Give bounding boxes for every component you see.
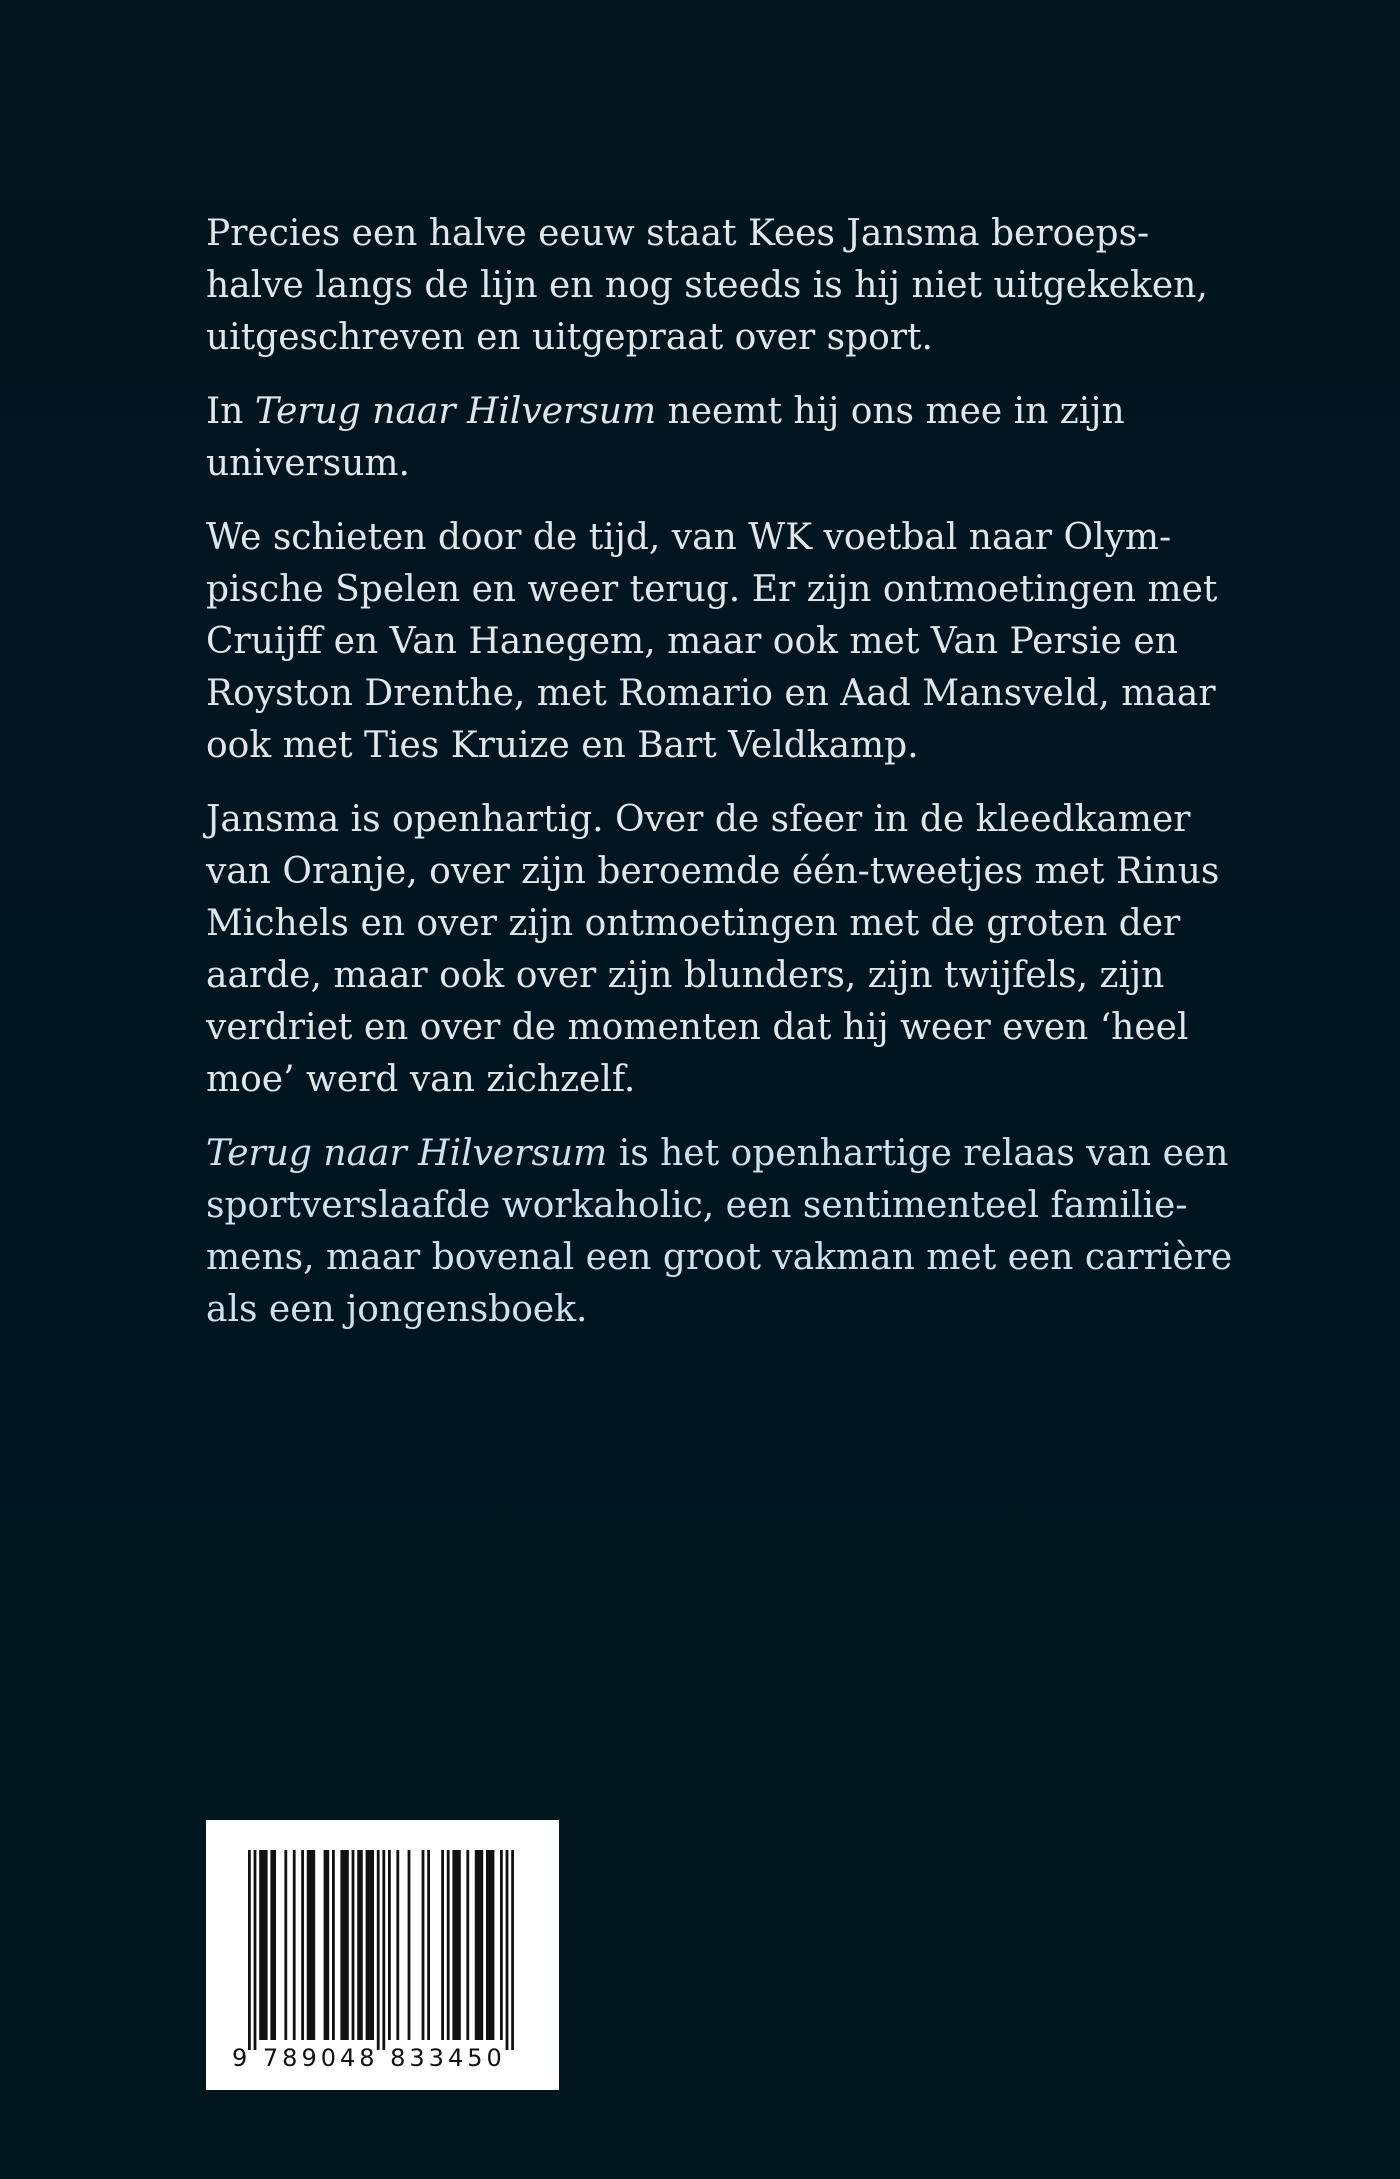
text-line: van Oranje, over zijn beroemde één-tweetjes met Rinus <box>206 851 1220 892</box>
barcode-bar <box>254 1850 257 2050</box>
barcode-bar <box>396 1850 399 2040</box>
text-line: Jansma is openhartig. Over de sfeer in de kleedkamer <box>206 799 1191 840</box>
barcode-bar <box>301 1850 304 2040</box>
barcode-bar <box>377 1850 380 2050</box>
isbn-number: 9 789048 833450 <box>232 2044 506 2072</box>
barcode-bar <box>422 1850 425 2040</box>
isbn-barcode <box>206 1820 559 2090</box>
barcode-bar <box>340 1850 348 2040</box>
text-line: moe’ werd van zichzelf. <box>206 1059 636 1100</box>
barcode-bar <box>284 1850 287 2040</box>
text-line: pische Spelen en weer terug. Er zijn ontmoetingen met <box>206 569 1218 610</box>
barcode-bar <box>447 1850 450 2040</box>
text-line: aarde, maar ook over zijn blunders, zijn twijfels, zijn <box>206 955 1165 996</box>
text-line: sportverslaafde workaholic, een sentimenteel familie- <box>206 1185 1188 1226</box>
barcode-bar <box>427 1850 430 2040</box>
text-line: universum. <box>206 443 410 484</box>
blurb-paragraph-4 <box>206 794 1220 1106</box>
barcode-bar <box>466 1850 469 2040</box>
text-line: Precies een halve eeuw staat Kees Jansma beroeps- <box>206 213 1150 254</box>
barcode-bar <box>511 1850 514 2050</box>
barcode-bar <box>332 1850 335 2040</box>
barcode-bar <box>500 1850 503 2040</box>
barcode-bar <box>366 1850 374 2040</box>
barcode-bar <box>307 1850 315 2040</box>
barcode-bar <box>408 1850 411 2040</box>
text-line: mens, maar bovenal een groot vakman met een carrière <box>206 1237 1233 1278</box>
text-line: halve langs de lijn en nog steeds is hij niet uitgekeken, <box>206 265 1208 306</box>
barcode-bar <box>388 1850 391 2040</box>
text-line: Cruijff en Van Hanegem, maar ook met Van Persie en <box>206 621 1178 662</box>
barcode-bar <box>452 1850 460 2040</box>
text-line: ook met Ties Kruize en Bart Veldkamp. <box>206 725 919 766</box>
text-segment: In <box>206 391 255 432</box>
blurb-paragraph-2 <box>206 386 1206 490</box>
barcode-bar <box>486 1850 494 2040</box>
text-line: als een jongensboek. <box>206 1289 588 1330</box>
barcode-bar <box>357 1850 363 2040</box>
text-line: verdriet en over de momenten dat hij weer even ‘heel <box>206 1007 1189 1048</box>
blurb-paragraph-5 <box>206 1128 1233 1336</box>
blurb-text <box>206 208 1233 1358</box>
blurb-paragraph-1 <box>206 208 1206 364</box>
barcode-bar <box>352 1850 355 2040</box>
barcode-bar <box>324 1850 330 2040</box>
barcode-bar <box>293 1850 296 2040</box>
blurb-paragraph-3 <box>206 512 1218 772</box>
text-line: Michels en over zijn ontmoetingen met de groten der <box>206 903 1181 944</box>
book-title-italic: Terug naar Hilversum <box>206 1133 608 1174</box>
barcode-bar <box>382 1850 385 2050</box>
barcode-bar <box>248 1850 251 2050</box>
text-segment: is het openhartige relaas van een <box>607 1133 1229 1174</box>
text-line <box>206 1128 1229 1180</box>
barcode-bar <box>475 1850 483 2040</box>
text-line <box>206 386 1206 438</box>
text-line: uitgeschreven en uitgepraat over sport. <box>206 317 933 358</box>
barcode-bar <box>259 1850 267 2040</box>
barcode-bar <box>441 1850 444 2040</box>
barcode-bar <box>506 1850 509 2050</box>
text-line: Royston Drenthe, met Romario en Aad Mansveld, maar <box>206 673 1216 714</box>
text-segment: neemt hij ons mee in zijn <box>656 391 1125 432</box>
barcode-bar <box>270 1850 276 2040</box>
book-title-italic: Terug naar Hilversum <box>254 391 657 432</box>
text-line: We schieten door de tijd, van WK voetbal naar Olym- <box>206 517 1172 558</box>
